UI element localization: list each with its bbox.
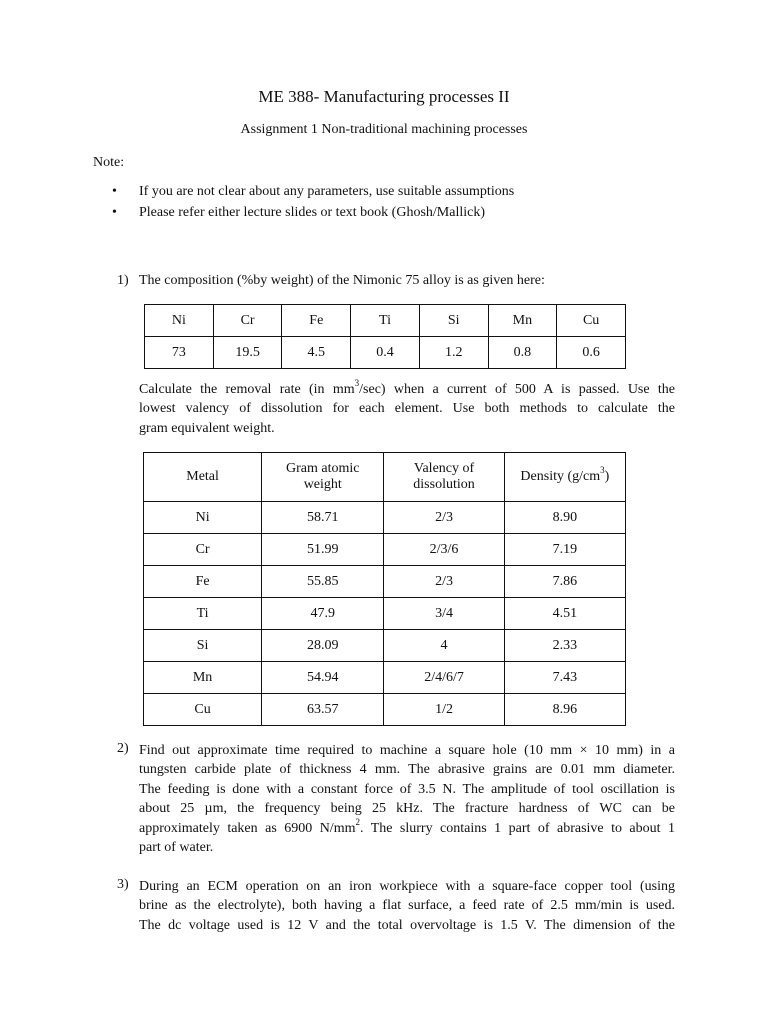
question-1-number: 1) — [117, 273, 129, 288]
metal-properties-table — [143, 452, 626, 726]
question-3-number: 3) — [117, 877, 129, 892]
question-3-text — [139, 877, 675, 935]
element-cell: Fe — [282, 305, 351, 337]
metal-cell: Ti — [144, 598, 262, 630]
header-metal: Metal — [144, 453, 262, 502]
note-label: Note: — [93, 155, 125, 170]
density-cell: 7.19 — [504, 534, 625, 566]
percent-cell: 73 — [145, 337, 214, 369]
element-cell: Ni — [145, 305, 214, 337]
text-line — [139, 816, 675, 838]
notes-list — [112, 184, 514, 226]
weight-cell: 54.94 — [262, 662, 384, 694]
question-2-text — [139, 741, 675, 857]
valency-cell: 1/2 — [384, 694, 504, 726]
valency-cell: 2/4/6/7 — [384, 662, 504, 694]
valency-cell: 2/3/6 — [384, 534, 504, 566]
table-row — [144, 598, 626, 630]
metal-cell: Cr — [144, 534, 262, 566]
page-title: ME 388- Manufacturing processes II — [258, 87, 510, 106]
metal-cell: Si — [144, 630, 262, 662]
valency-cell: 4 — [384, 630, 504, 662]
header-line: weight — [303, 477, 342, 492]
text-line: Find out approximate time required to machine a square hole (10 mm × 10 mm) in a — [139, 743, 675, 758]
text-line: part of water. — [139, 840, 214, 856]
text-line: lowest valency of dissolution for each element. Use both methods to calculate the — [139, 401, 675, 417]
text-line: The dc voltage used is 12 V and the total overvoltage is 1.5 V. The dimension of the — [139, 917, 675, 933]
table-row — [144, 502, 626, 534]
text-fragment: . The slurry contains 1 part of abrasive to about 1 — [359, 820, 675, 836]
table-header-row — [144, 453, 626, 502]
valency-cell: 2/3 — [384, 502, 504, 534]
header-gram-atomic-weight — [262, 453, 384, 502]
element-cell: Ti — [351, 305, 420, 337]
weight-cell: 51.99 — [262, 534, 384, 566]
percent-cell: 0.4 — [351, 337, 420, 369]
header-density — [504, 453, 625, 502]
percent-cell: 0.8 — [488, 337, 557, 369]
table-row — [144, 662, 626, 694]
text-line: gram equivalent weight. — [139, 420, 275, 436]
element-cell: Si — [419, 305, 488, 337]
text-line — [139, 380, 675, 399]
table-row — [144, 630, 626, 662]
density-cell: 8.90 — [504, 502, 625, 534]
text-fragment: Calculate the removal rate (in mm — [139, 382, 355, 397]
bullet-icon: • — [112, 184, 117, 199]
weight-cell: 55.85 — [262, 566, 384, 598]
metal-cell: Cu — [144, 694, 262, 726]
density-cell: 7.43 — [504, 662, 625, 694]
header-line: Gram atomic — [286, 461, 360, 476]
text-line: about 25 µm, the frequency being 25 kHz. The fracture hardness of WC can be — [139, 801, 675, 817]
list-item — [112, 205, 514, 226]
text-fragment: /sec) when a current of 500 A is passed. Use the — [359, 382, 675, 397]
density-cell: 4.51 — [504, 598, 625, 630]
header-line: ) — [604, 469, 610, 484]
weight-cell: 28.09 — [262, 630, 384, 662]
table-row — [144, 694, 626, 726]
valency-cell: 3/4 — [384, 598, 504, 630]
note-text: Please refer either lecture slides or text book (Ghosh/Mallick) — [139, 205, 485, 220]
metal-cell: Ni — [144, 502, 262, 534]
bullet-icon: • — [112, 205, 117, 220]
question-1-intro: The composition (%by weight) of the Nimonic 75 alloy is as given here: — [139, 273, 545, 288]
density-cell: 2.33 — [504, 630, 625, 662]
table-row — [144, 534, 626, 566]
valency-cell: 2/3 — [384, 566, 504, 598]
text-line: brine as the electrolyte), both having a flat surface, a feed rate of 2.5 mm/min is used. — [139, 898, 675, 914]
text-line: During an ECM operation on an iron workpiece with a square-face copper tool (using — [139, 879, 675, 894]
metal-cell: Fe — [144, 566, 262, 598]
weight-cell: 47.9 — [262, 598, 384, 630]
table-row — [145, 337, 626, 369]
element-cell: Cu — [557, 305, 626, 337]
list-item — [112, 184, 514, 205]
density-cell: 8.96 — [504, 694, 625, 726]
superscript: 3 — [354, 378, 360, 389]
header-line: Density (g/cm — [520, 469, 601, 484]
question-2-number: 2) — [117, 741, 129, 756]
element-cell: Mn — [488, 305, 557, 337]
percent-cell: 19.5 — [213, 337, 282, 369]
density-cell: 7.86 — [504, 566, 625, 598]
composition-table — [144, 304, 626, 369]
metal-cell: Mn — [144, 662, 262, 694]
superscript: 2 — [355, 816, 360, 827]
percent-cell: 0.6 — [557, 337, 626, 369]
header-valency — [384, 453, 504, 502]
table-row — [144, 566, 626, 598]
superscript: 3 — [600, 465, 605, 476]
text-fragment: approximately taken as 6900 N/mm — [139, 820, 356, 836]
weight-cell: 58.71 — [262, 502, 384, 534]
percent-cell: 4.5 — [282, 337, 351, 369]
note-text: If you are not clear about any parameters, use suitable assumptions — [139, 184, 515, 199]
assignment-subtitle: Assignment 1 Non-traditional machining processes — [240, 122, 528, 137]
percent-cell: 1.2 — [419, 337, 488, 369]
text-line: tungsten carbide plate of thickness 4 mm. The abrasive grains are 0.01 mm diameter. — [139, 762, 675, 778]
weight-cell: 63.57 — [262, 694, 384, 726]
header-line: dissolution — [413, 477, 475, 492]
question-1-text — [139, 380, 675, 438]
element-cell: Cr — [213, 305, 282, 337]
table-row — [145, 305, 626, 337]
text-line: The feeding is done with a constant force of 3.5 N. The amplitude of tool oscillation is — [139, 781, 675, 797]
header-line: Valency of — [413, 461, 475, 476]
